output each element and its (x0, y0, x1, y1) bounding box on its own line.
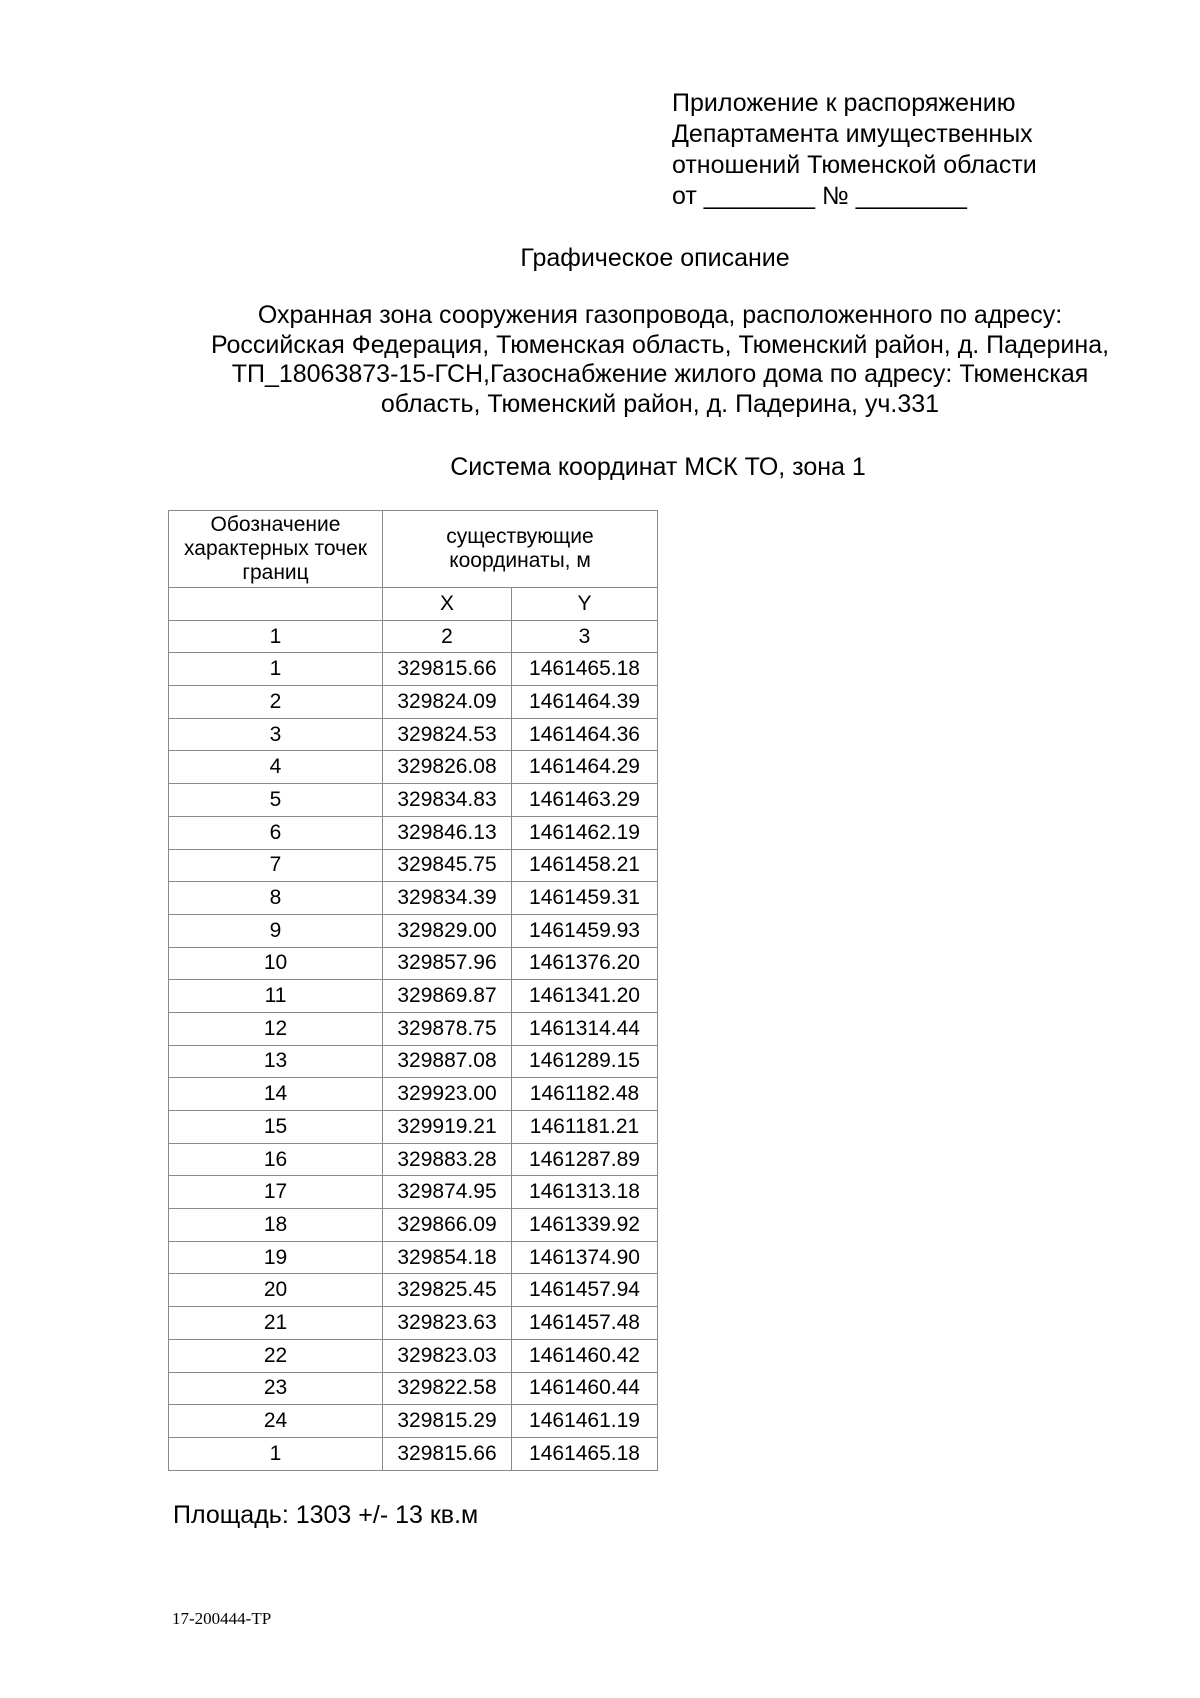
x-coordinate-cell: 329823.03 (383, 1339, 512, 1372)
table-row (169, 653, 658, 686)
x-coordinate-cell: 329874.95 (383, 1176, 512, 1209)
table-row (169, 1111, 658, 1144)
point-cell: 5 (169, 784, 383, 817)
point-cell: 20 (169, 1274, 383, 1307)
point-cell: 19 (169, 1241, 383, 1274)
table-row (169, 1176, 658, 1209)
y-coordinate-cell: 1461339.92 (512, 1209, 658, 1242)
coordinates-table (168, 510, 658, 1471)
point-cell: 22 (169, 1339, 383, 1372)
table-row (169, 947, 658, 980)
point-cell: 8 (169, 882, 383, 915)
point-cell: 3 (169, 718, 383, 751)
header-text-line: существующие (446, 525, 594, 548)
header-point-designation (169, 511, 383, 588)
point-cell: 15 (169, 1111, 383, 1144)
header-text-line: координаты, м (449, 549, 591, 572)
y-coordinate-cell: 1461313.18 (512, 1176, 658, 1209)
y-coordinate-cell: 1461460.44 (512, 1372, 658, 1405)
appendix-line: Департамента имущественных (672, 120, 1033, 148)
table-row (169, 751, 658, 784)
point-cell: 1 (169, 653, 383, 686)
appendix-line: отношений Тюменской области (672, 151, 1037, 179)
y-coordinate-cell: 1461461.19 (512, 1405, 658, 1438)
x-coordinate-cell: 329834.39 (383, 882, 512, 915)
header-existing-coordinates (383, 511, 658, 588)
axis-empty-cell (169, 588, 383, 621)
table-row (169, 849, 658, 882)
point-cell: 17 (169, 1176, 383, 1209)
y-coordinate-cell: 1461457.48 (512, 1307, 658, 1340)
point-cell: 7 (169, 849, 383, 882)
document-title: Графическое описание (520, 244, 790, 272)
y-coordinate-cell: 1461462.19 (512, 816, 658, 849)
y-coordinate-cell: 1461289.15 (512, 1045, 658, 1078)
y-coordinate-cell: 1461465.18 (512, 1437, 658, 1470)
y-coordinate-cell: 1461287.89 (512, 1143, 658, 1176)
table-row (169, 1143, 658, 1176)
y-coordinate-cell: 1461314.44 (512, 1012, 658, 1045)
table-row (169, 1372, 658, 1405)
point-cell: 11 (169, 980, 383, 1013)
x-coordinate-cell: 329829.00 (383, 914, 512, 947)
table-header-row (169, 511, 658, 588)
y-coordinate-cell: 1461341.20 (512, 980, 658, 1013)
y-coordinate-cell: 1461459.31 (512, 882, 658, 915)
y-coordinate-cell: 1461376.20 (512, 947, 658, 980)
table-row (169, 1405, 658, 1438)
header-text-line: границ (242, 561, 309, 584)
column-number: 3 (512, 620, 658, 653)
x-coordinate-cell: 329854.18 (383, 1241, 512, 1274)
table-row (169, 686, 658, 719)
column-number: 2 (383, 620, 512, 653)
table-row (169, 1241, 658, 1274)
point-cell: 18 (169, 1209, 383, 1242)
table-row (169, 816, 658, 849)
point-cell: 1 (169, 1437, 383, 1470)
y-coordinate-cell: 1461464.39 (512, 686, 658, 719)
y-coordinate-cell: 1461464.29 (512, 751, 658, 784)
table-row (169, 914, 658, 947)
x-coordinate-cell: 329866.09 (383, 1209, 512, 1242)
y-coordinate-cell: 1461181.21 (512, 1111, 658, 1144)
table-row (169, 1437, 658, 1470)
point-cell: 16 (169, 1143, 383, 1176)
y-coordinate-cell: 1461459.93 (512, 914, 658, 947)
x-coordinate-cell: 329823.63 (383, 1307, 512, 1340)
table-row (169, 1045, 658, 1078)
x-coordinate-cell: 329815.66 (383, 1437, 512, 1470)
table-row (169, 1307, 658, 1340)
document-number: 17-200444-ТР (172, 1609, 272, 1628)
table-row (169, 718, 658, 751)
x-coordinate-cell: 329845.75 (383, 849, 512, 882)
y-coordinate-cell: 1461457.94 (512, 1274, 658, 1307)
point-cell: 10 (169, 947, 383, 980)
x-coordinate-cell: 329825.45 (383, 1274, 512, 1307)
axis-x-label: X (383, 588, 512, 621)
point-cell: 12 (169, 1012, 383, 1045)
x-coordinate-cell: 329834.83 (383, 784, 512, 817)
y-coordinate-cell: 1461463.29 (512, 784, 658, 817)
zone-description (160, 301, 1160, 419)
zone-description-line: область, Тюменский район, д. Падерина, уч.331 (380, 389, 940, 418)
table-row (169, 1339, 658, 1372)
axis-y-label: Y (512, 588, 658, 621)
header-text-line: Обозначение (210, 513, 341, 536)
y-coordinate-cell: 1461460.42 (512, 1339, 658, 1372)
x-coordinate-cell: 329822.58 (383, 1372, 512, 1405)
point-cell: 4 (169, 751, 383, 784)
y-coordinate-cell: 1461374.90 (512, 1241, 658, 1274)
x-coordinate-cell: 329846.13 (383, 816, 512, 849)
table-row (169, 1078, 658, 1111)
x-coordinate-cell: 329919.21 (383, 1111, 512, 1144)
y-coordinate-cell: 1461458.21 (512, 849, 658, 882)
zone-description-line: Охранная зона сооружения газопровода, расположенного по адресу: (257, 301, 1063, 329)
table-axis-row (169, 588, 658, 621)
x-coordinate-cell: 329815.66 (383, 653, 512, 686)
x-coordinate-cell: 329878.75 (383, 1012, 512, 1045)
table-row (169, 1274, 658, 1307)
x-coordinate-cell: 329923.00 (383, 1078, 512, 1111)
point-cell: 24 (169, 1405, 383, 1438)
appendix-block (672, 88, 1037, 212)
x-coordinate-cell: 329826.08 (383, 751, 512, 784)
y-coordinate-cell: 1461182.48 (512, 1078, 658, 1111)
coordinate-system-label: Система координат МСК ТО, зона 1 (450, 453, 866, 481)
x-coordinate-cell: 329883.28 (383, 1143, 512, 1176)
x-coordinate-cell: 329824.09 (383, 686, 512, 719)
table-row (169, 784, 658, 817)
point-cell: 21 (169, 1307, 383, 1340)
point-cell: 9 (169, 914, 383, 947)
y-coordinate-cell: 1461464.36 (512, 718, 658, 751)
x-coordinate-cell: 329887.08 (383, 1045, 512, 1078)
table-row (169, 980, 658, 1013)
table-row (169, 1209, 658, 1242)
point-cell: 23 (169, 1372, 383, 1405)
table-row (169, 1012, 658, 1045)
x-coordinate-cell: 329857.96 (383, 947, 512, 980)
point-cell: 14 (169, 1078, 383, 1111)
area-text: Площадь: 1303 +/- 13 кв.м (173, 1501, 479, 1529)
x-coordinate-cell: 329815.29 (383, 1405, 512, 1438)
header-text-line: характерных точек (184, 537, 367, 560)
appendix-line: Приложение к распоряжению (672, 89, 1016, 117)
appendix-date-number-line: от ________ № ________ (672, 182, 967, 210)
zone-description-line: Российская Федерация, Тюменская область, Тюменский район, д. Падерина, (210, 330, 1110, 359)
x-coordinate-cell: 329824.53 (383, 718, 512, 751)
x-coordinate-cell: 329869.87 (383, 980, 512, 1013)
table-column-number-row (169, 620, 658, 653)
table-row (169, 882, 658, 915)
y-coordinate-cell: 1461465.18 (512, 653, 658, 686)
zone-description-line: ТП_18063873-15-ГСН,Газоснабжение жилого дома по адресу: Тюменская (231, 360, 1089, 388)
point-cell: 6 (169, 816, 383, 849)
column-number: 1 (169, 620, 383, 653)
point-cell: 2 (169, 686, 383, 719)
point-cell: 13 (169, 1045, 383, 1078)
